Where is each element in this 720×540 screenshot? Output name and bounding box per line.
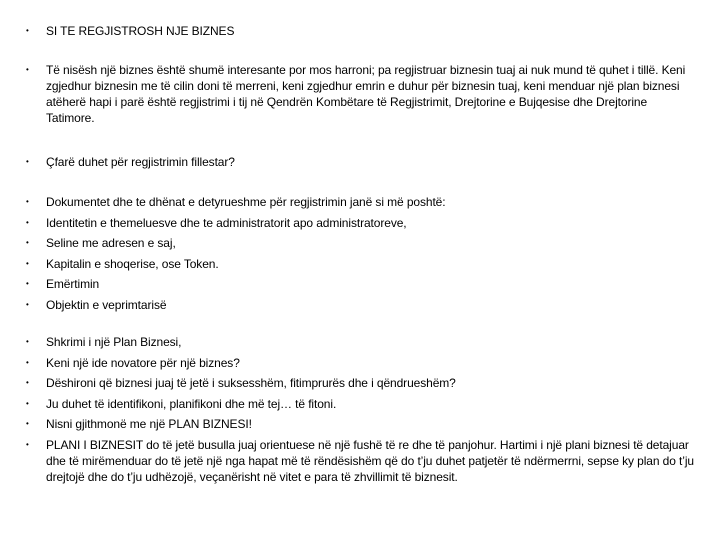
list-item-text: Dokumentet dhe te dhënat e detyrueshme për regjistrimin janë si më poshtë: xyxy=(46,195,446,209)
list-item-text: Seline me adresen e saj, xyxy=(46,236,176,250)
list-item xyxy=(26,416,696,432)
bullet-icon: • xyxy=(26,65,29,74)
list-item xyxy=(26,375,696,391)
business-plan-list xyxy=(26,334,696,485)
bullet-icon: • xyxy=(26,197,29,206)
list-item xyxy=(26,194,696,210)
intro-paragraph-list xyxy=(26,62,696,126)
list-item xyxy=(26,154,696,170)
list-item xyxy=(26,23,696,39)
list-item-text: Objektin e veprimtarisë xyxy=(46,297,167,312)
list-item xyxy=(26,276,696,292)
list-item-text: Identitetin e themeluesve dhe te administratorit apo administratoreve, xyxy=(46,215,407,230)
list-item-text: Nisni gjithmonë me një PLAN BIZNESI! xyxy=(46,417,252,431)
section-heading: SI TE REGJISTROSH NJE BIZNES xyxy=(46,24,235,38)
bullet-icon: • xyxy=(26,378,29,387)
bullet-icon: • xyxy=(26,357,29,367)
registration-question: Çfarë duhet për regjistrimin fillestar? xyxy=(46,155,235,169)
question-list xyxy=(26,154,696,170)
list-item xyxy=(26,334,696,350)
bullet-icon: • xyxy=(26,279,29,288)
list-item-text: Dëshironi që biznesi juaj të jetë i suksesshëm, fitimprurës dhe i qëndrueshëm? xyxy=(46,376,456,390)
bullet-icon: • xyxy=(26,238,29,247)
list-item xyxy=(26,235,696,251)
bullet-icon: • xyxy=(26,398,29,408)
list-item-text: Kapitalin e shoqerise, ose Token. xyxy=(46,256,219,271)
bullet-icon: • xyxy=(26,439,29,449)
required-documents-list xyxy=(26,194,696,313)
bullet-icon: • xyxy=(26,299,29,309)
list-item xyxy=(26,62,696,126)
list-item xyxy=(26,396,696,412)
list-item-text: Ju duhet të identifikoni, planifikoni dhe më tej… të fitoni. xyxy=(46,396,337,411)
bullet-icon: • xyxy=(26,419,29,428)
intro-paragraph: Të nisësh një biznes është shumë interesante por mos harroni; pa regjistruar biznesin tuaj ai nuk mund të quhet i tillë. Keni zgjedhur biznesin me të cilin doni të merreni, keni zgjedhur emrin e duhur për biznesin tuaj, keni menduar një plan biznesi atëherë hapi i parë është regjistrimi i tij në Qendrën Kombëtare të Regjistrimit, Drejtorine e Bujqesise dhe Drejtorine Tatimore. xyxy=(46,63,686,125)
bullet-icon: • xyxy=(26,258,29,268)
list-item xyxy=(26,215,696,231)
bullet-icon: • xyxy=(26,217,29,227)
list-item-text: PLANI I BIZNESIT do të jetë busulla juaj orientuese në një fushë të re dhe të panjohur. Hartimi i një plani biznesi të detajuar dhe të mirëmenduar do të jetë një nga hapat më të rëndësishëm që do t’ju duhet patjetër të ndërmerrni, sepse ky plan do t’ju drejtojë dhe do t’ju udhëzojë, veçanërisht në vitet e para të zhvillimit të biznesit. xyxy=(46,437,694,484)
list-item-text: Shkrimi i një Plan Biznesi, xyxy=(46,335,182,349)
list-item xyxy=(26,437,696,485)
list-item-text: Keni një ide novatore për një biznes? xyxy=(46,355,240,370)
list-item-text: Emërtimin xyxy=(46,277,100,291)
list-item xyxy=(26,297,696,313)
bullet-icon: • xyxy=(26,26,29,35)
bullet-icon: • xyxy=(26,157,29,166)
bullet-icon: • xyxy=(26,337,29,346)
section-title-list xyxy=(26,23,696,39)
list-item xyxy=(26,355,696,371)
list-item xyxy=(26,256,696,272)
